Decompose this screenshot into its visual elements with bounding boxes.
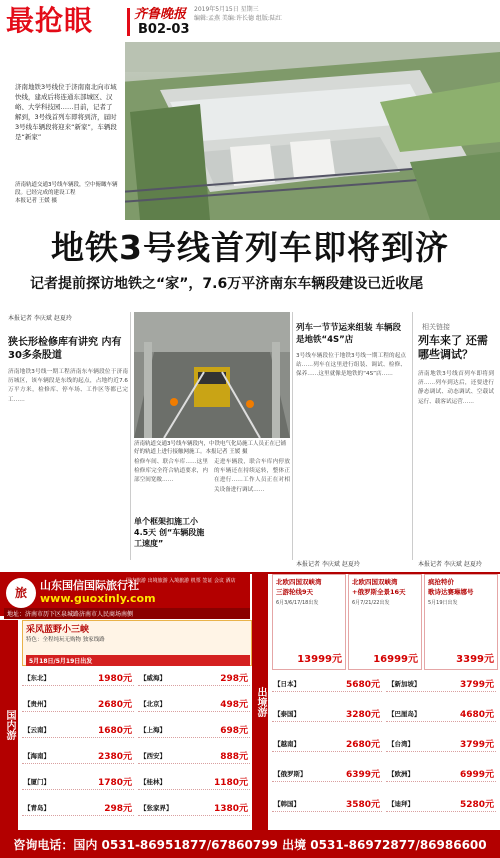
headline: 地铁3号线首列车即将到济 xyxy=(51,228,449,267)
domestic-price: 298元 xyxy=(104,804,132,814)
outbound-destination: 【越南】 xyxy=(274,740,300,748)
domestic-destination: 【海南】 xyxy=(24,752,50,760)
page-number: B02-03 xyxy=(138,22,190,37)
featured-tour-dates: 5月18日/5月19日出发 xyxy=(26,655,250,666)
outbound-row xyxy=(386,766,496,782)
outbound-feature-box xyxy=(272,574,346,670)
hotline-text: 咨询电话：国内 0531-86951877/67860799 出境 0531-86972877/86986600 xyxy=(13,838,487,852)
article-body-3: 3号线车辆段位于地铁3号线一期工程的起点站……列车在这里进行组装、调试、检修、保养……这里就像是地铁的“4S”店…… xyxy=(296,353,406,378)
outbound-price: 3799元 xyxy=(459,680,494,690)
agency-name: 山东国信国际旅行社 xyxy=(40,579,139,592)
outbound-destination: 【迪拜】 xyxy=(388,800,414,808)
domestic-destination: 【西安】 xyxy=(140,752,166,760)
domestic-price: 888元 xyxy=(220,752,248,762)
domestic-destination: 【东北】 xyxy=(24,674,50,682)
domestic-row xyxy=(22,774,134,790)
photo-caption-text: 济南轨道交通3号线车辆段，空中俯瞰车辆段。已经完成的建设工程 xyxy=(15,182,118,196)
domestic-destination: 【张家界】 xyxy=(140,804,173,812)
outbound-row xyxy=(272,796,382,812)
article-body-4: 济南地铁3号线首列车即将到济……列车到达后，还要进行静态调试、动态调试、空载试运行、载客试运营…… xyxy=(418,371,494,405)
featured-tour-desc: 特色：全程纯玩无购物 独家线路 xyxy=(26,637,105,643)
outbound-feature-title: 疯抢特价 xyxy=(428,578,454,586)
outbound-destination: 【新加坡】 xyxy=(388,680,421,688)
paper-name: 齐鲁晚报 xyxy=(134,7,187,22)
domestic-price: 298元 xyxy=(220,674,248,684)
pull-quote: 单个框架扣施工小4.5天 创“车辆段施工速度” xyxy=(134,517,205,548)
domestic-price: 1980元 xyxy=(97,674,132,684)
tunnel-photo-caption: 济南轨道交通3号线车辆段内，中铁电气化局施工人员正在已铺好的轨道上进行接触网施工。本报记者 王媛 摄 xyxy=(134,441,287,455)
outbound-feature-title: 北欧四国双峡湾 xyxy=(352,578,398,586)
section-title-3: 列车一节节运来组装 车辆段是地铁“4S”店 xyxy=(296,323,401,345)
domestic-row xyxy=(138,748,250,764)
domestic-destination: 【北京】 xyxy=(140,700,166,708)
reporter-byline: 本报记者 李庆斌 赵夏玲 xyxy=(8,315,72,322)
outbound-tab: 出境游 xyxy=(252,574,268,830)
outbound-feature-dates: 6月7/21/22出发 xyxy=(352,600,390,606)
agency-services: 国内旅游 出境旅游 入境旅游 机票 签证 会议 酒店 xyxy=(126,578,236,584)
agency-logo-icon: 旅 xyxy=(6,578,36,608)
header-divider xyxy=(127,8,130,36)
agency-url[interactable]: www.guoxinly.com xyxy=(40,592,156,605)
domestic-tab: 国内游 xyxy=(0,620,18,830)
domestic-price: 1780元 xyxy=(97,778,132,788)
outbound-row xyxy=(272,706,382,722)
outbound-feature-box xyxy=(424,574,498,670)
domestic-price: 2380元 xyxy=(97,752,132,762)
outbound-price: 3580元 xyxy=(345,800,380,810)
outbound-price: 2680元 xyxy=(345,740,380,750)
domestic-row xyxy=(138,800,250,816)
outbound-price: 3799元 xyxy=(459,740,494,750)
outbound-feature-dates: 6月3/6/17/18出发 xyxy=(276,600,319,606)
domestic-row xyxy=(138,696,250,712)
section-title-4: 列车来了 还需哪些调试？ xyxy=(418,334,488,361)
agency-address: 地址：济南市历下区泉城路济南市人民商场南侧 xyxy=(4,608,250,619)
article-body-2b: 走进车辆段，联合车库内停放的车辆还在持续运转，整体正在进行……工作人员正在对相关设备进行调试…… xyxy=(214,459,290,493)
outbound-destination: 【韩国】 xyxy=(274,800,300,808)
outbound-row xyxy=(272,736,382,752)
outbound-row xyxy=(386,796,496,812)
outbound-row xyxy=(386,706,496,722)
related-link-tag: 相关链接 xyxy=(422,323,450,331)
domestic-row xyxy=(22,748,134,764)
editor-line: 编辑:孟燕 美编:许长德 组版:陆红 xyxy=(194,15,282,22)
column-divider xyxy=(292,312,293,560)
outbound-destination: 【日本】 xyxy=(274,680,300,688)
outbound-destination: 【台湾】 xyxy=(388,740,414,748)
domestic-row xyxy=(22,696,134,712)
outbound-feature-subtitle: +俄罗斯全景16天 xyxy=(352,588,406,596)
outbound-price: 4680元 xyxy=(459,710,494,720)
reporter-byline: 本报记者 李庆斌 赵夏玲 xyxy=(296,561,360,568)
outbound-row xyxy=(272,676,382,692)
domestic-price: 698元 xyxy=(220,726,248,736)
outbound-feature-price: 3399元 xyxy=(456,654,494,665)
outbound-feature-subtitle: 歌诗达赛琳娜号 xyxy=(428,588,474,596)
outbound-feature-dates: 5月19日出发 xyxy=(428,600,458,606)
column-divider xyxy=(130,312,131,560)
domestic-row xyxy=(138,670,250,686)
outbound-feature-title: 北欧四国双峡湾 xyxy=(276,578,322,586)
domestic-row xyxy=(138,722,250,738)
domestic-destination: 【威海】 xyxy=(140,674,166,682)
domestic-price: 2680元 xyxy=(97,700,132,710)
domestic-price: 1180元 xyxy=(213,778,248,788)
section-title-1: 狭长形检修库有讲究 内有30多条股道 xyxy=(8,337,122,361)
outbound-feature-price: 16999元 xyxy=(373,654,418,665)
domestic-destination: 【桂林】 xyxy=(140,778,166,786)
photo-caption-bottom xyxy=(12,180,122,206)
domestic-price: 1680元 xyxy=(97,726,132,736)
date-line: 2019年5月15日 星期三 xyxy=(194,6,259,13)
outbound-price: 3280元 xyxy=(345,710,380,720)
outbound-destination: 【欧洲】 xyxy=(388,770,414,778)
domestic-row xyxy=(22,800,134,816)
outbound-feature-price: 13999元 xyxy=(297,654,342,665)
article-body-2a: 检修车间、联合车库……这里检修库完全符合轨道要求，内部空间宽敞…… xyxy=(134,459,208,484)
domestic-row xyxy=(22,722,134,738)
domestic-destination: 【青岛】 xyxy=(24,804,50,812)
outbound-price: 5280元 xyxy=(459,800,494,810)
domestic-destination: 【上海】 xyxy=(140,726,166,734)
outbound-feature-subtitle: 三游轮线9天 xyxy=(276,588,314,596)
outbound-row xyxy=(386,736,496,752)
outbound-price: 6999元 xyxy=(459,770,494,780)
outbound-price: 5680元 xyxy=(345,680,380,690)
reporter-byline: 本报记者 李庆斌 赵夏玲 xyxy=(418,561,482,568)
tunnel-photo xyxy=(134,312,290,438)
outbound-row xyxy=(272,766,382,782)
outbound-row xyxy=(386,676,496,692)
domestic-row xyxy=(138,774,250,790)
domestic-destination: 【厦门】 xyxy=(24,778,50,786)
domestic-destination: 【贵州】 xyxy=(24,700,50,708)
photo-caption-top: 济南地铁3号线位于济南南北向市域快线，建成后将连通东部城区、汉峪、大学科技园……目前，记者了解到，3号线首列车即将到济，届时3号线车辆段将迎来“新家”，车辆段是“新家” xyxy=(12,80,120,144)
outbound-price: 6399元 xyxy=(345,770,380,780)
outbound-destination: 【泰国】 xyxy=(274,710,300,718)
outbound-destination: 【巴厘岛】 xyxy=(388,710,421,718)
domestic-row xyxy=(22,670,134,686)
outbound-destination: 【俄罗斯】 xyxy=(274,770,307,778)
domestic-price: 498元 xyxy=(220,700,248,710)
column-divider xyxy=(412,312,413,560)
outbound-feature-box xyxy=(348,574,422,670)
subheadline: 记者提前探访地铁之“家”，7.6万平济南东车辆段建设已近收尾 xyxy=(30,276,424,292)
section-brand: 最抢眼 xyxy=(6,4,94,37)
featured-tour-title: 采风蓝野小三峡 xyxy=(26,625,90,635)
domestic-destination: 【云南】 xyxy=(24,726,50,734)
photo-credit: 本报记者 王媛 摄 xyxy=(15,198,57,204)
domestic-price: 1380元 xyxy=(213,804,248,814)
article-body-1: 济南地铁3号线一期工程济南东车辆段位于济南历城区，该车辆段是东线的起点，占地约近7.6万平方米，检修库、停车场、工作区等都已完工…… xyxy=(8,369,128,403)
